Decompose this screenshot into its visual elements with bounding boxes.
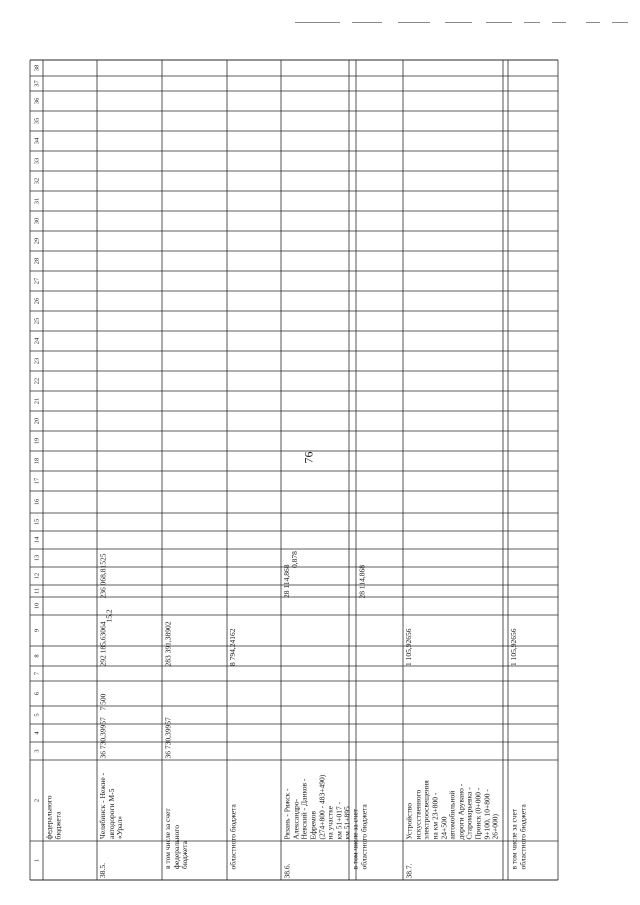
- column-number: 3: [33, 749, 41, 753]
- cell-38-6-regional-col12: 28 114,868: [357, 564, 366, 598]
- column-number: 36: [33, 97, 41, 105]
- column-number: 9: [33, 628, 41, 633]
- cell-38-5-col6: 7 500: [98, 693, 107, 710]
- cell-38-6-col12: 28 114,868: [282, 564, 291, 598]
- cell-38-5-col9: 292 185,63064: [98, 621, 107, 666]
- column-number: 24: [33, 337, 41, 345]
- cell-38-5-federal-col9: 283 391,38902: [163, 621, 172, 666]
- row-name-38-7: Устройство искусственного электроосвещения на км 23+800 - 24+500 автомобильной дороги Арувано - Старомарьевка - Пронск (0+000 - 9+100, 10+800 - 26+000): [404, 779, 500, 839]
- column-number: 15: [33, 518, 41, 526]
- cell-38-5-regional-col9: 8 794,24162: [228, 628, 237, 666]
- column-number: 10: [33, 602, 41, 610]
- column-number: 20: [33, 417, 41, 425]
- row-label-38-5-regional: областного бюджета: [228, 803, 237, 869]
- column-number: 31: [33, 197, 41, 205]
- column-number: 35: [33, 117, 41, 125]
- page-number: 76: [301, 451, 316, 464]
- column-number: 6: [33, 691, 41, 696]
- column-number: 37: [33, 80, 41, 87]
- cell-38-5-col10: 15,2: [104, 608, 113, 622]
- column-number: 19: [33, 437, 41, 445]
- column-number: 14: [33, 536, 41, 544]
- column-number: 7: [33, 671, 41, 676]
- column-number: 28: [33, 257, 41, 265]
- row-label-38-7-regional: в том числе за счет областного бюджета: [509, 803, 527, 869]
- column-number: 25: [33, 317, 41, 325]
- cell-38-5-federal-col3: 36 730,39957: [163, 716, 172, 758]
- cell-38-5-col3: 36 730,39957: [98, 716, 107, 758]
- column-number: 1: [33, 858, 41, 863]
- row-label-38-6-regional: в том числе за счет областного бюджета: [350, 803, 368, 869]
- column-number: 11: [33, 587, 41, 595]
- column-number: 2: [33, 798, 41, 803]
- column-number: 23: [33, 357, 41, 365]
- column-number: 30: [33, 217, 41, 225]
- row-name-38-5: Челябинск - Нежне - автодороги М-5 «Урал»: [98, 772, 125, 839]
- column-number: 33: [33, 157, 41, 165]
- row-name-38-6: Рязань - Ряжск - Александро- Невский - Данков - Ефремов (274+800 - 483+490) на участке км 51+017 - км 51+895: [282, 774, 352, 839]
- column-number: 12: [33, 572, 41, 580]
- column-number: 34: [33, 137, 41, 145]
- cell-38-5-col12: 236 068,81525: [98, 553, 107, 598]
- column-number: 29: [33, 237, 41, 245]
- cell-38-7-col9: 1 105,92656: [404, 628, 413, 666]
- column-number: 4: [33, 731, 41, 735]
- row-number-38-5: 38.5.: [98, 863, 107, 878]
- column-number: 38: [33, 64, 41, 72]
- row-label-38-5-federal: в том числе за счет федерального бюджета: [163, 808, 190, 869]
- column-number: 8: [33, 654, 41, 658]
- column-number: 32: [33, 177, 41, 185]
- column-number: 17: [33, 477, 41, 485]
- column-number: 18: [33, 457, 41, 465]
- column-number: 26: [33, 297, 41, 305]
- column-number: 16: [33, 498, 41, 506]
- cell-38-6-col13: 0,878: [290, 551, 299, 568]
- column-number: 27: [33, 277, 41, 285]
- column-number: 22: [33, 377, 41, 385]
- column-number: 21: [33, 397, 41, 405]
- column-number: 13: [33, 554, 41, 562]
- row-number-38-7: 38.7.: [404, 863, 413, 878]
- row-number-38-6: 38.6.: [282, 863, 291, 878]
- cell-38-7-regional-col9: 1 105,92656: [509, 628, 518, 666]
- row-label-federal-budget: федерального бюджета: [44, 795, 62, 839]
- column-number: 5: [33, 713, 41, 717]
